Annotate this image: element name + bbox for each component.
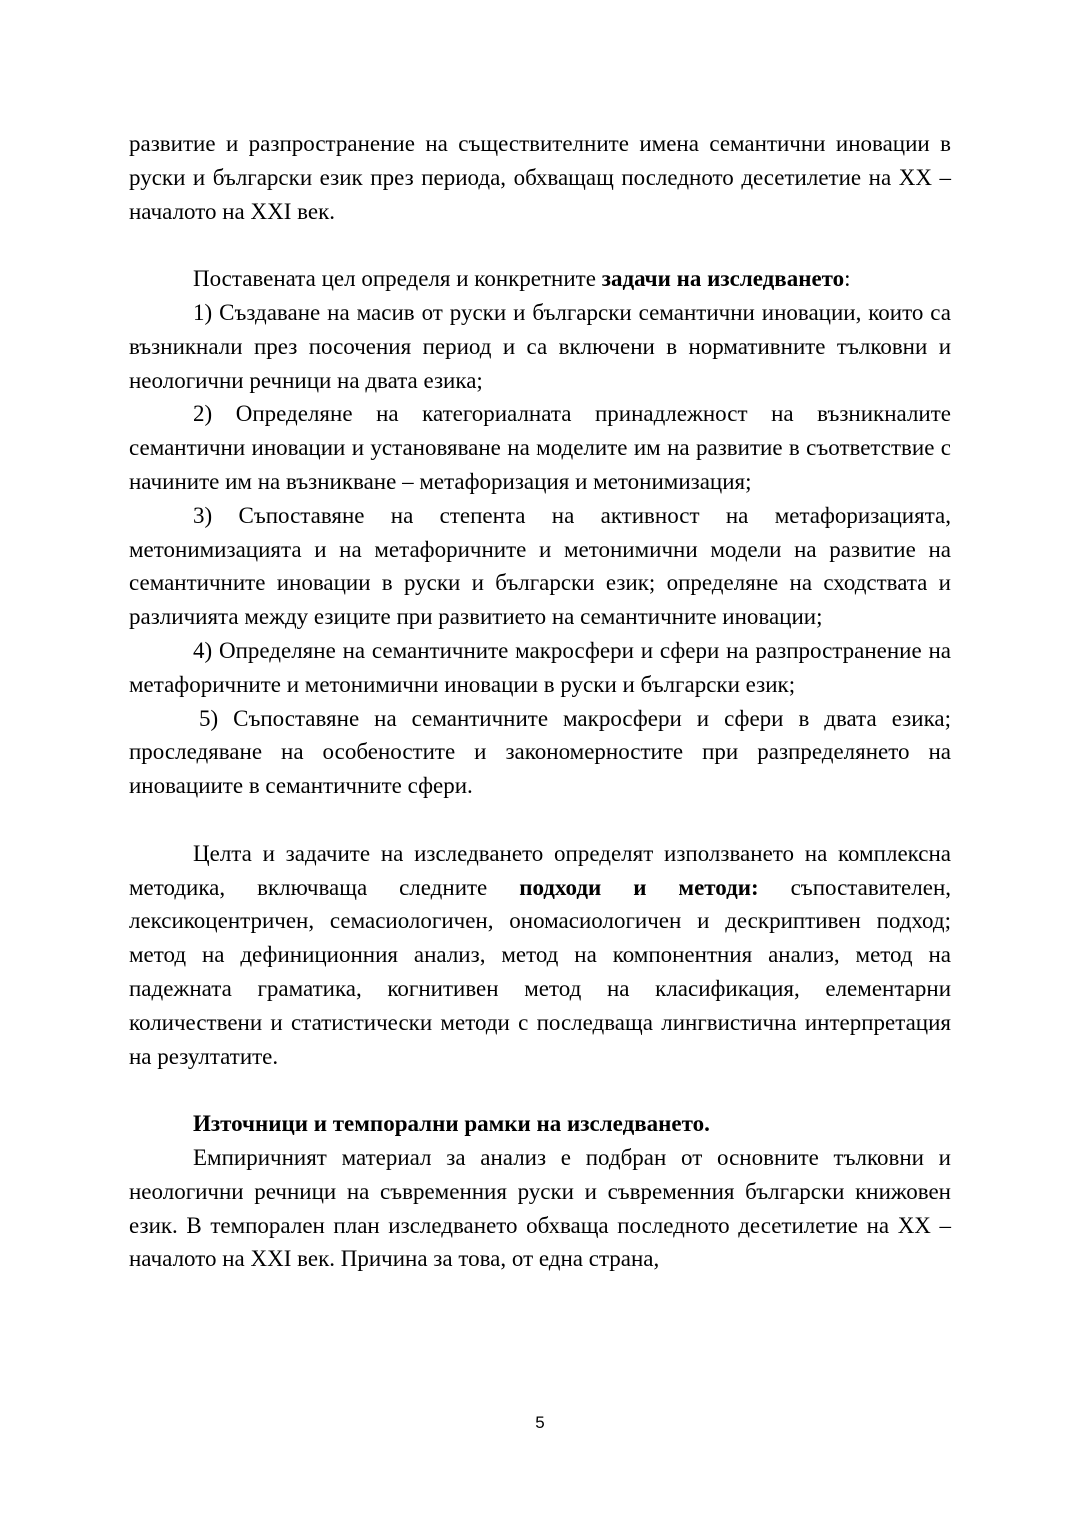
tasks-intro-bold: задачи на изследването [601, 266, 845, 292]
methods-bold: подходи и методи: [519, 874, 759, 900]
paragraph-continuation: развитие и разпространение на съществителните имена семантични иновации в руски и български език през периода, обхващащ последното десетилетие на XX – началото на XXI век. [129, 131, 951, 224]
tasks-intro-colon: : [844, 266, 851, 292]
methods-text-start: Целта и задачите на изследването определят използването на комплексна методика, включваща следните [129, 840, 951, 900]
task-item-1: 1) Създаване на масив от руски и български семантични иновации, които са възникнали през посочения период и са включени в нормативните тълковни и неологични речници на двата езика; [129, 299, 951, 393]
paragraph-gap [129, 1073, 951, 1107]
methods-text-end: съпоставителен, лексикоцентричен, семасиологичен, ономасиологичен и дескриптивен подход; метод на дефиниционния анализ, метод на компонентния анализ, метод на падежната граматика, когнитивен метод на класификация, елементарни количествени и статистически методи с последваща лингвистична интерпретация на резултатите. [129, 874, 951, 1069]
paragraph-gap [129, 803, 951, 837]
document-body [129, 127, 951, 1276]
section-heading [129, 1107, 951, 1141]
page-number: 5 [535, 1413, 545, 1432]
paragraph-sources: Емпиричният материал за анализ е подбран от основните тълковни и неологични речници на съвременния руски и съвременния български книжовен език. В темпорален план изследването обхваща последното десетилетие на XX – началото на XXI век. Причина за това, от една страна, [129, 1144, 951, 1272]
task-item-3: 3) Съпоставяне на степента на активност на метафоризацията, метонимизацията и на метафоричните и метонимични модели на развитие на семантичните иновации в руски и български език; определяне на сходствата и различията между езиците при развитието на семантичните иновации; [129, 502, 951, 630]
tasks-intro-text: Поставената цел определя и конкретните [193, 266, 602, 292]
paragraph-gap [129, 228, 951, 262]
task-item-2: 2) Определяне на категориалната принадлежност на възникналите семантични иновации и установяване на моделите им на развитие в съответствие с начините им на възникване – метафоризация и метонимизация; [129, 401, 951, 494]
task-item-4: 4) Определяне на семантичните макросфери и сфери на разпространение на метафоричните и метонимични иновации в руски и български език; [129, 637, 951, 697]
task-item-5: 5) Съпоставяне на семантичните макросфери и сфери в двата езика; проследяване на особеностите и закономерностите при разпределянето на иновациите в семантичните сфери. [129, 705, 951, 799]
paragraph-tasks-intro [129, 262, 951, 296]
paragraph-methods [129, 837, 951, 1074]
section-heading-text: Източници и темпорални рамки на изследването. [193, 1111, 710, 1137]
